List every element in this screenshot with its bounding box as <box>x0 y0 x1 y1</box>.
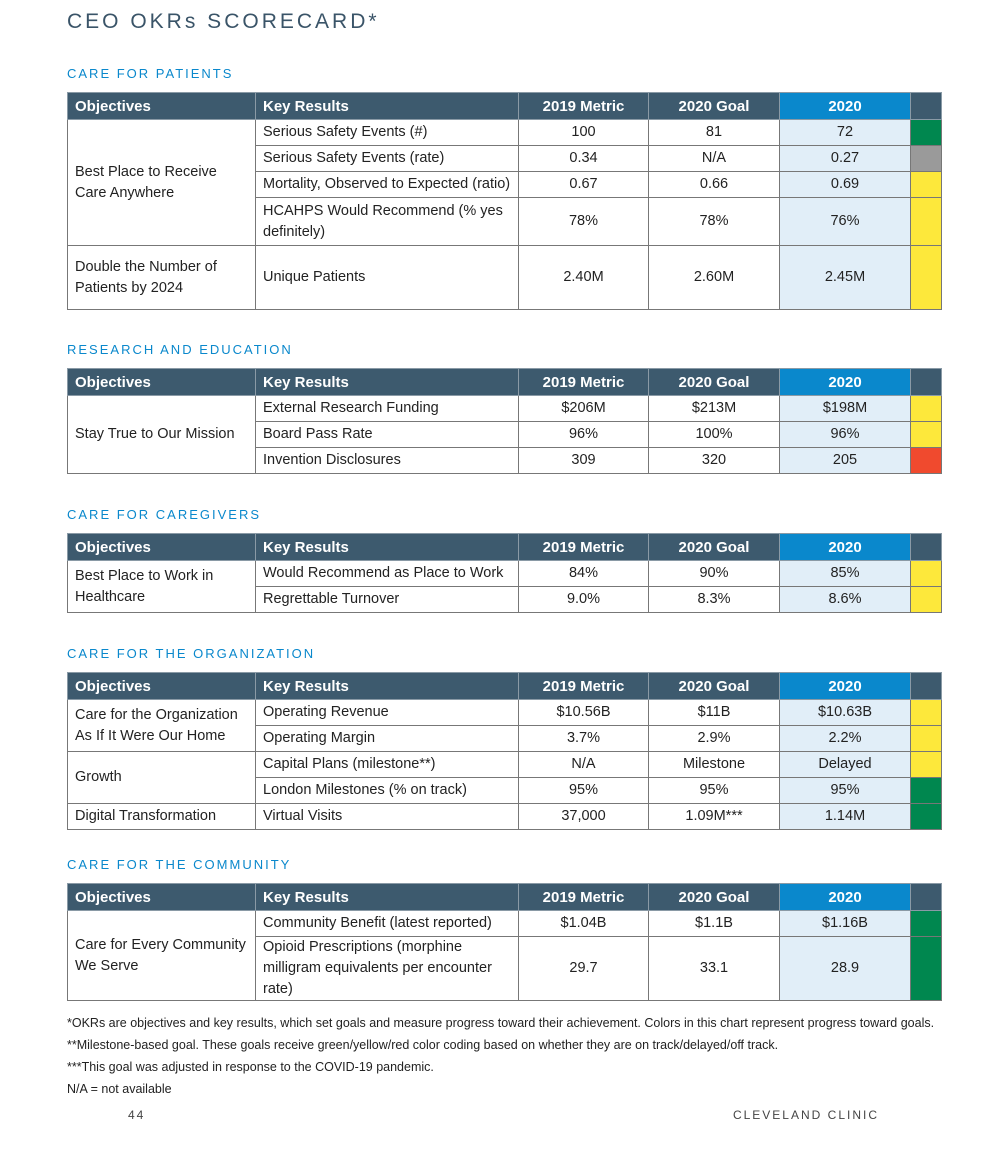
metric-2019-cell: N/A <box>519 752 649 778</box>
goal-2020-cell: Milestone <box>649 752 780 778</box>
metric-2019-cell: 309 <box>519 448 649 474</box>
okr-table <box>67 368 942 474</box>
table-row <box>68 700 942 726</box>
status-yellow-indicator <box>911 396 942 422</box>
footnote: N/A = not available <box>67 1082 172 1096</box>
actual-2020-cell: 2.45M <box>780 246 911 310</box>
actual-2020-cell: 1.14M <box>780 804 911 830</box>
col-header-objectives: Objectives <box>68 884 256 911</box>
metric-2019-cell: 100 <box>519 120 649 146</box>
key-result-cell: External Research Funding <box>256 396 519 422</box>
footnotes <box>67 1012 934 1100</box>
metric-2019-cell: 3.7% <box>519 726 649 752</box>
col-header-2020-goal: 2020 Goal <box>649 673 780 700</box>
col-header-status <box>911 369 942 396</box>
key-result-cell: London Milestones (% on track) <box>256 778 519 804</box>
key-result-cell: Serious Safety Events (#) <box>256 120 519 146</box>
metric-2019-cell: 37,000 <box>519 804 649 830</box>
table-row <box>68 396 942 422</box>
status-yellow-indicator <box>911 422 942 448</box>
actual-2020-cell: 72 <box>780 120 911 146</box>
table-row <box>68 911 942 937</box>
okr-table <box>67 533 942 613</box>
key-result-cell: Mortality, Observed to Expected (ratio) <box>256 172 519 198</box>
col-header-status <box>911 673 942 700</box>
col-header-2020-goal: 2020 Goal <box>649 534 780 561</box>
col-header-2020-goal: 2020 Goal <box>649 884 780 911</box>
actual-2020-cell: Delayed <box>780 752 911 778</box>
key-result-cell: Virtual Visits <box>256 804 519 830</box>
status-green-indicator <box>911 778 942 804</box>
scorecard-section <box>67 646 941 830</box>
actual-2020-cell: 28.9 <box>780 937 911 1001</box>
section-heading: RESEARCH AND EDUCATION <box>67 342 293 357</box>
col-header-objectives: Objectives <box>68 673 256 700</box>
col-header-2020: 2020 <box>780 673 911 700</box>
section-heading: CARE FOR CAREGIVERS <box>67 507 262 522</box>
metric-2019-cell: 96% <box>519 422 649 448</box>
goal-2020-cell: 8.3% <box>649 587 780 613</box>
col-header-key-results: Key Results <box>256 369 519 396</box>
col-header-2019-metric: 2019 Metric <box>519 673 649 700</box>
key-result-cell: Regrettable Turnover <box>256 587 519 613</box>
col-header-objectives: Objectives <box>68 369 256 396</box>
col-header-2019-metric: 2019 Metric <box>519 884 649 911</box>
key-result-cell: HCAHPS Would Recommend (% yes definitely) <box>256 198 519 246</box>
goal-2020-cell: 2.60M <box>649 246 780 310</box>
table-row <box>68 561 942 587</box>
col-header-2020: 2020 <box>780 93 911 120</box>
col-header-key-results: Key Results <box>256 93 519 120</box>
page-number: 44 <box>128 1108 146 1122</box>
goal-2020-cell: 2.9% <box>649 726 780 752</box>
col-header-key-results: Key Results <box>256 673 519 700</box>
actual-2020-cell: 2.2% <box>780 726 911 752</box>
goal-2020-cell: 81 <box>649 120 780 146</box>
goal-2020-cell: 78% <box>649 198 780 246</box>
goal-2020-cell: 100% <box>649 422 780 448</box>
metric-2019-cell: 2.40M <box>519 246 649 310</box>
status-yellow-indicator <box>911 198 942 246</box>
metric-2019-cell: 0.67 <box>519 172 649 198</box>
goal-2020-cell: 90% <box>649 561 780 587</box>
key-result-cell: Board Pass Rate <box>256 422 519 448</box>
status-green-indicator <box>911 911 942 937</box>
status-yellow-indicator <box>911 587 942 613</box>
footnote: **Milestone-based goal. These goals receive green/yellow/red color coding based on whether they are on track/delayed/off track. <box>67 1038 779 1052</box>
key-result-cell: Invention Disclosures <box>256 448 519 474</box>
col-header-key-results: Key Results <box>256 884 519 911</box>
actual-2020-cell: 85% <box>780 561 911 587</box>
actual-2020-cell: $10.63B <box>780 700 911 726</box>
scorecard-section <box>67 507 941 613</box>
actual-2020-cell: $198M <box>780 396 911 422</box>
metric-2019-cell: 78% <box>519 198 649 246</box>
objective-cell: Double the Number of Patients by 2024 <box>68 246 256 310</box>
status-yellow-indicator <box>911 246 942 310</box>
metric-2019-cell: 29.7 <box>519 937 649 1001</box>
status-red-indicator <box>911 448 942 474</box>
table-row <box>68 804 942 830</box>
key-result-cell: Community Benefit (latest reported) <box>256 911 519 937</box>
okr-table <box>67 92 942 310</box>
actual-2020-cell: 76% <box>780 198 911 246</box>
objective-cell: Care for the Organization As If It Were Our Home <box>68 700 256 752</box>
footnote: ***This goal was adjusted in response to the COVID-19 pandemic. <box>67 1060 434 1074</box>
col-header-status <box>911 534 942 561</box>
section-heading: CARE FOR THE COMMUNITY <box>67 857 292 872</box>
status-yellow-indicator <box>911 726 942 752</box>
table-header-row <box>68 673 942 700</box>
goal-2020-cell: $1.1B <box>649 911 780 937</box>
page-title: CEO OKRs SCORECARD* <box>67 10 380 33</box>
footer-brand: CLEVELAND CLINIC <box>732 1108 879 1122</box>
col-header-status <box>911 93 942 120</box>
scorecard-section <box>67 857 941 1001</box>
table-row <box>68 246 942 310</box>
goal-2020-cell: 95% <box>649 778 780 804</box>
goal-2020-cell: 320 <box>649 448 780 474</box>
status-yellow-indicator <box>911 561 942 587</box>
metric-2019-cell: 84% <box>519 561 649 587</box>
actual-2020-cell: 205 <box>780 448 911 474</box>
col-header-2020: 2020 <box>780 369 911 396</box>
table-header-row <box>68 534 942 561</box>
key-result-cell: Unique Patients <box>256 246 519 310</box>
col-header-status <box>911 884 942 911</box>
key-result-cell: Capital Plans (milestone**) <box>256 752 519 778</box>
goal-2020-cell: $11B <box>649 700 780 726</box>
footnote: *OKRs are objectives and key results, which set goals and measure progress toward their achievement. Colors in this chart represent progress toward goals. <box>67 1016 935 1030</box>
actual-2020-cell: 96% <box>780 422 911 448</box>
col-header-2019-metric: 2019 Metric <box>519 369 649 396</box>
okr-table <box>67 883 942 1001</box>
table-row <box>68 120 942 146</box>
table-header-row <box>68 369 942 396</box>
actual-2020-cell: 0.27 <box>780 146 911 172</box>
metric-2019-cell: 95% <box>519 778 649 804</box>
actual-2020-cell: 95% <box>780 778 911 804</box>
col-header-2019-metric: 2019 Metric <box>519 534 649 561</box>
col-header-2019-metric: 2019 Metric <box>519 93 649 120</box>
actual-2020-cell: 8.6% <box>780 587 911 613</box>
metric-2019-cell: $10.56B <box>519 700 649 726</box>
goal-2020-cell: N/A <box>649 146 780 172</box>
col-header-2020-goal: 2020 Goal <box>649 369 780 396</box>
status-yellow-indicator <box>911 172 942 198</box>
status-gray-indicator <box>911 146 942 172</box>
objective-cell: Best Place to Work in Healthcare <box>68 561 256 613</box>
metric-2019-cell: 0.34 <box>519 146 649 172</box>
goal-2020-cell: 0.66 <box>649 172 780 198</box>
metric-2019-cell: 9.0% <box>519 587 649 613</box>
status-green-indicator <box>911 937 942 1001</box>
actual-2020-cell: $1.16B <box>780 911 911 937</box>
col-header-2020: 2020 <box>780 534 911 561</box>
section-heading: CARE FOR PATIENTS <box>67 66 234 81</box>
col-header-2020-goal: 2020 Goal <box>649 93 780 120</box>
goal-2020-cell: 33.1 <box>649 937 780 1001</box>
key-result-cell: Operating Revenue <box>256 700 519 726</box>
status-yellow-indicator <box>911 752 942 778</box>
scorecard-section <box>67 66 941 310</box>
key-result-cell: Operating Margin <box>256 726 519 752</box>
status-green-indicator <box>911 120 942 146</box>
okr-table <box>67 672 942 830</box>
actual-2020-cell: 0.69 <box>780 172 911 198</box>
metric-2019-cell: $206M <box>519 396 649 422</box>
table-header-row <box>68 93 942 120</box>
status-green-indicator <box>911 804 942 830</box>
key-result-cell: Serious Safety Events (rate) <box>256 146 519 172</box>
scorecard-section <box>67 342 941 474</box>
col-header-objectives: Objectives <box>68 534 256 561</box>
objective-cell: Care for Every Community We Serve <box>68 911 256 1001</box>
metric-2019-cell: $1.04B <box>519 911 649 937</box>
objective-cell: Best Place to Receive Care Anywhere <box>68 120 256 246</box>
section-heading: CARE FOR THE ORGANIZATION <box>67 646 316 661</box>
key-result-cell: Would Recommend as Place to Work <box>256 561 519 587</box>
col-header-objectives: Objectives <box>68 93 256 120</box>
goal-2020-cell: 1.09M*** <box>649 804 780 830</box>
table-row <box>68 752 942 778</box>
col-header-key-results: Key Results <box>256 534 519 561</box>
table-header-row <box>68 884 942 911</box>
goal-2020-cell: $213M <box>649 396 780 422</box>
key-result-cell: Opioid Prescriptions (morphine milligram equivalents per encounter rate) <box>256 937 519 1001</box>
status-yellow-indicator <box>911 700 942 726</box>
objective-cell: Stay True to Our Mission <box>68 396 256 474</box>
objective-cell: Digital Transformation <box>68 804 256 830</box>
objective-cell: Growth <box>68 752 256 804</box>
col-header-2020: 2020 <box>780 884 911 911</box>
